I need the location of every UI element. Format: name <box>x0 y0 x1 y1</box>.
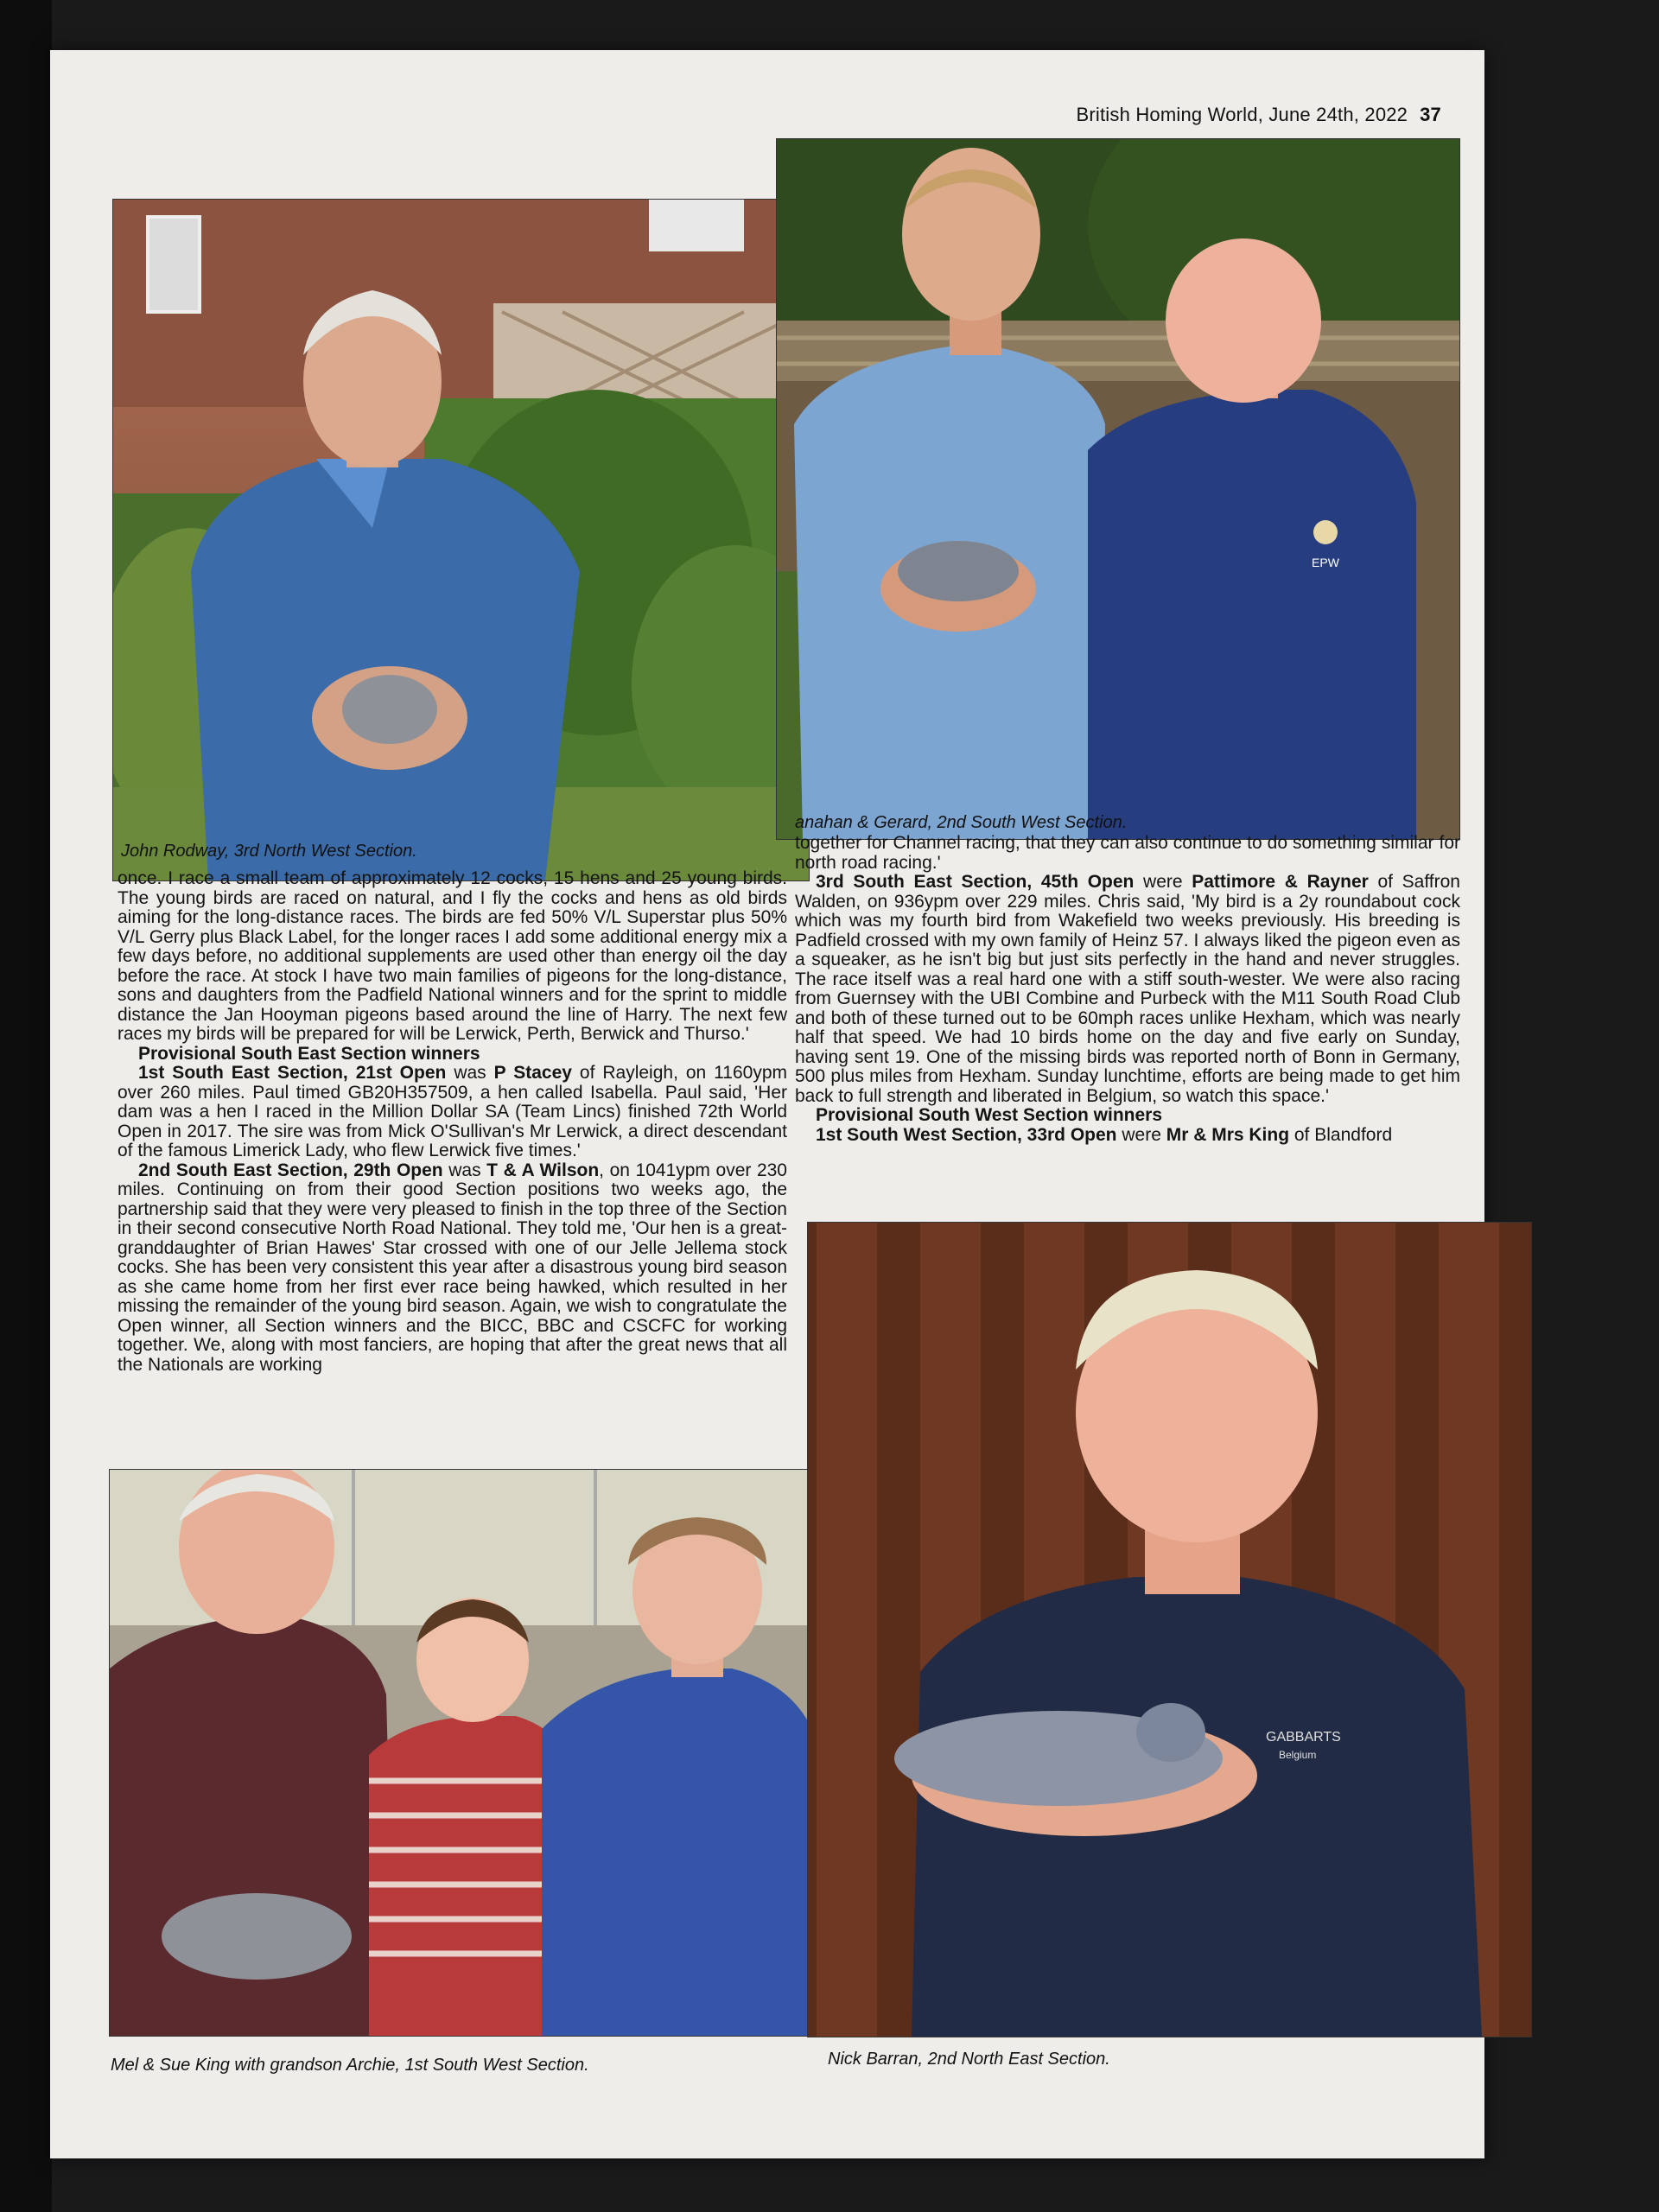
article-left-column <box>118 869 787 1375</box>
result-lead: 1st South East Section, 21st Open <box>138 1063 447 1083</box>
caption-photo3: Mel & Sue King with grandson Archie, 1st South West Section. <box>111 2056 589 2075</box>
shirt-brand-text: GABBARTS <box>1266 1730 1341 1745</box>
winner-name: T & A Wilson <box>486 1160 600 1180</box>
paragraph: 2nd South East Section, 29th Open was T & A Wilson, on 1041ypm over 230 miles. Continuing on from their good Section positions two weeks ago, the partnership said that they were very pleased to finish in the top three of the Section in their second consecutive North Road National. They told me, 'Our hen is a great-granddaughter of Brian Hawes' Star crossed with one of our Jelle Jellema stock cocks. She has been very consistent this year after a disastrous young bird season as she came home from her first ever race being hawked, which resulted in her missing the remainder of the young bird season. Again, we wish to congratulate the Open winner, all Section winners and the BICC, BBC and CSCFC for working together. We, along with most fanciers, are hoping that after the great news that all the Nationals are working <box>118 1160 787 1375</box>
result-lead: 2nd South East Section, 29th Open <box>138 1160 443 1180</box>
paragraph: 1st South West Section, 33rd Open were Mr & Mrs King of Blandford <box>816 1124 1393 1145</box>
photo-john-rodway <box>112 199 810 881</box>
shirt-brand-subtext: Belgium <box>1279 1749 1317 1761</box>
winner-name: Mr & Mrs King <box>1166 1124 1290 1145</box>
winner-name: P Stacey <box>493 1063 572 1083</box>
publication-title: British Homing World, June 24th, 2022 <box>1076 104 1408 125</box>
subheading: Provisional South East Section winners <box>138 1043 480 1064</box>
subheading: Provisional South West Section winners <box>816 1105 1163 1125</box>
result-lead: 3rd South East Section, 45th Open <box>816 872 1135 892</box>
caption-photo2: anahan & Gerard, 2nd South West Section. <box>795 813 1128 832</box>
background-edge <box>0 0 52 2212</box>
photo-two-men <box>776 138 1460 840</box>
article-right-column <box>795 834 1460 1145</box>
photo-king-family <box>109 1469 836 2037</box>
paragraph: 1st South East Section, 21st Open was P Stacey of Rayleigh, on 1160ypm over 260 miles. Paul timed GB20H357509, a hen called Isabella. Paul said, 'Her dam was a hen I raced in the Million Dollar SA (Team Lincs) finished 72th World Open in 2017. The sire was from Mick O'Sullivan's Mr Lerwick, a direct descendant of the famous Limerick Lady, who flew Lerwick five times.' <box>118 1063 788 1160</box>
page-number: 37 <box>1420 104 1441 125</box>
shirt-logo-text: EPW <box>1312 556 1339 569</box>
page-header <box>1076 104 1441 126</box>
caption-photo1: John Rodway, 3rd North West Section. <box>121 842 417 861</box>
newspaper-page <box>50 50 1484 2158</box>
caption-photo4: Nick Barran, 2nd North East Section. <box>828 2050 1110 2069</box>
result-lead: 1st South West Section, 33rd Open <box>816 1124 1117 1145</box>
paragraph: 3rd South East Section, 45th Open were Pattimore & Rayner of Saffron Walden, on 936ypm over 229 miles. Chris said, 'My bird is a 2y roundabout cock which was my fourth bird from Wakefield two weeks previously. His breeding is Padfield crossed with my own family of Heinz 57. I always liked the pigeon even as a squeaker, as he isn't big but just sits perfectly in the hand and never struggles. The race itself was a real hard one with a stiff south-wester. We were also racing from Guernsey with the UBI Combine and Purbeck with the M11 South Road Club and both of these turned out to be 60mph races unlike Hexham, which was nearly half that speed. We had 10 birds home on the day and five early on Sunday, having sent 19. One of the missing birds was reported north of Bonn in Germany, 500 plus miles from Hexham. Sunday lunchtime, efforts are being made to get him back to full strength and liberated in Belgium, so watch this space.' <box>795 872 1460 1106</box>
winner-name: Pattimore & Rayner <box>1192 872 1369 892</box>
paragraph: once. I race a small team of approximately 12 cocks, 15 hens and 25 young birds. The young birds are raced on natural, and I fly the cocks and hens as old birds aiming for the long-distance races. The birds are fed 50% V/L Superstar plus 50% V/L Gerry plus Black Label, for the longer races I add some additional energy mix a few days before, no additional supplements are used other than energy oil the day before the race. At stock I have two main families of pigeons for the long-distance, sons and daughters from the Padfield National winners and for the sprint to middle distance the Jan Hooyman pigeons based around the line of Harry. The next few races my birds will be prepared for will be Lerwick, Perth, Berwick and Thurso.' <box>118 868 787 1044</box>
paragraph: together for Channel racing, that they can also continue to do something similar for north road racing.' <box>795 833 1460 873</box>
photo-nick-barran <box>807 1222 1532 2037</box>
